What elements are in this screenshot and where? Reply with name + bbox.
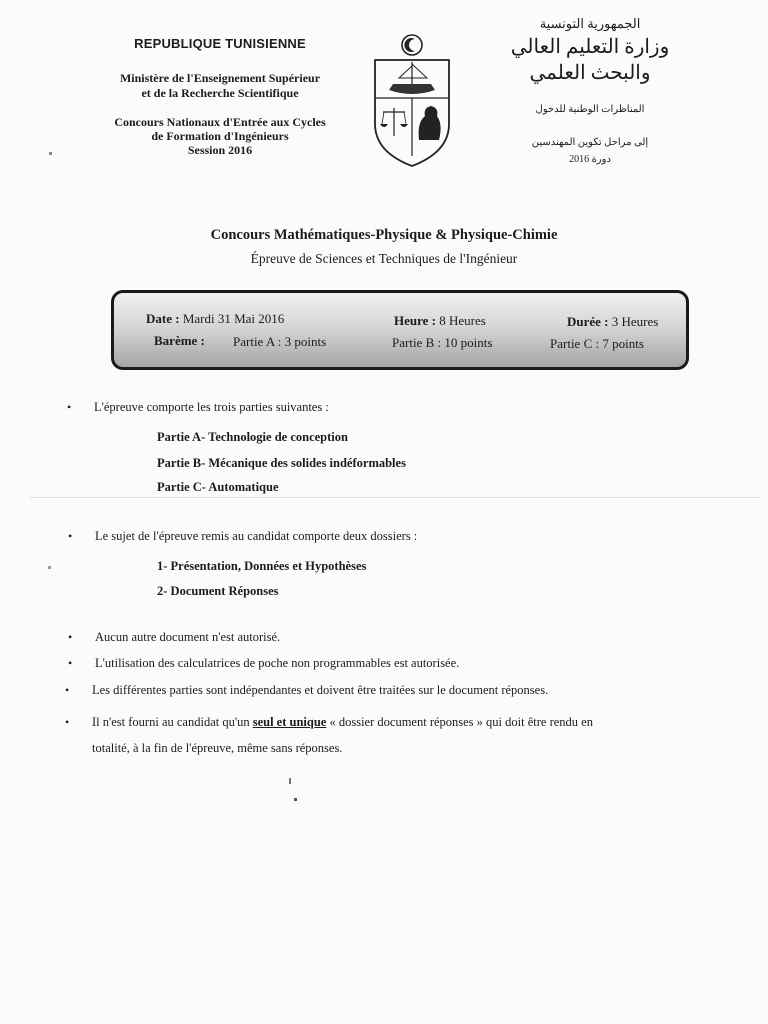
header-right-arabic — [500, 16, 680, 165]
partie-b-points: Partie B : 10 points — [392, 335, 493, 350]
date-value: Mardi 31 Mai 2016 — [182, 311, 285, 326]
ministry-line-2: et de la Recherche Scientifique — [141, 86, 299, 100]
rule-text-part2: « dossier document réponses » qui doit être rendu en — [326, 715, 593, 729]
bullet-dot: • — [68, 656, 73, 670]
scan-speck — [294, 798, 297, 801]
scan-speck — [289, 778, 291, 784]
list-item-dossier-2: 2- Document Réponses — [157, 584, 279, 598]
rule-text-part1: Il n'est fourni au candidat qu'un — [92, 715, 253, 729]
arabic-session: دورة 2016 — [569, 154, 611, 165]
rule-emphasis: seul et unique — [252, 715, 327, 729]
header-left — [90, 36, 350, 157]
bullet-dot: • — [68, 529, 73, 543]
session-label: Session 2016 — [187, 143, 253, 157]
rule-item — [68, 656, 460, 671]
tunisia-coat-of-arms-emblem — [367, 32, 457, 168]
bareme-label-text: Barème : — [154, 333, 205, 348]
date-info — [146, 311, 284, 327]
concours-line-2: de Formation d'Ingénieurs — [151, 129, 289, 143]
bullet-text: Le sujet de l'épreuve remis au candidat comporte deux dossiers : — [95, 529, 418, 543]
exam-title: Concours Mathématiques-Physique & Physique-Chimie — [210, 227, 558, 243]
arabic-ministry-line-1: وزارة التعليم العالي — [510, 36, 670, 58]
scan-speck — [48, 566, 51, 569]
rule-item — [65, 683, 549, 698]
bullet-dot: • — [67, 400, 72, 414]
date-label: Date : — [146, 311, 180, 326]
heure-label: Heure : — [394, 313, 436, 328]
bullet-epreuve-parts — [67, 400, 329, 415]
ministry-name — [90, 71, 350, 101]
rule-text: Les différentes parties sont indépendantes et doivent être traitées sur le document réponses. — [92, 683, 549, 697]
exam-subtitle: Épreuve de Sciences et Techniques de l'Ingénieur — [250, 251, 518, 266]
republic-title: REPUBLIQUE TUNISIENNE — [134, 36, 306, 51]
heure-value: 8 Heures — [439, 313, 486, 328]
arabic-concours-line-1: المناظرات الوطنية للدخول — [535, 104, 645, 115]
arabic-republic: الجمهورية التونسية — [539, 16, 641, 31]
rule-text: Aucun autre document n'est autorisé. — [95, 630, 281, 644]
bullet-dot: • — [65, 683, 70, 697]
bullet-dot: • — [68, 630, 73, 644]
duree-value: 3 Heures — [611, 314, 659, 329]
exam-info-box — [111, 290, 689, 370]
list-item-partie-b: Partie B- Mécanique des solides indéformables — [157, 456, 406, 470]
list-item-dossier-1: 1- Présentation, Données et Hypothèses — [157, 559, 367, 573]
partie-c-points: Partie C : 7 points — [550, 336, 644, 351]
concours-info — [90, 115, 350, 157]
list-item-partie-c: Partie C- Automatique — [157, 480, 279, 494]
rule-text: L'utilisation des calculatrices de poche non programmables est autorisée. — [95, 656, 460, 670]
bareme-label — [154, 333, 205, 349]
rule-text-line2: totalité, à la fin de l'épreuve, même sans réponses. — [92, 741, 343, 755]
partie-a-points: Partie A : 3 points — [233, 334, 327, 349]
bullet-text: L'épreuve comporte les trois parties suivantes : — [94, 400, 329, 414]
concours-line-1: Concours Nationaux d'Entrée aux Cycles — [114, 115, 326, 129]
scan-speck — [49, 152, 52, 155]
divider-line — [30, 497, 760, 498]
rule-item — [68, 630, 281, 645]
list-item-partie-a: Partie A- Technologie de conception — [157, 430, 348, 444]
heure-info — [394, 313, 486, 329]
arabic-concours-line-2: إلى مراحل تكوين المهندسين — [531, 137, 649, 148]
arabic-ministry-line-2: والبحث العلمي — [529, 62, 651, 84]
duree-info — [567, 314, 658, 330]
rule-item-last — [65, 709, 732, 761]
bullet-dot: • — [65, 715, 70, 729]
bullet-dossiers — [68, 529, 418, 544]
duree-label: Durée : — [567, 314, 609, 329]
ministry-line-1: Ministère de l'Enseignement Supérieur — [119, 71, 321, 85]
